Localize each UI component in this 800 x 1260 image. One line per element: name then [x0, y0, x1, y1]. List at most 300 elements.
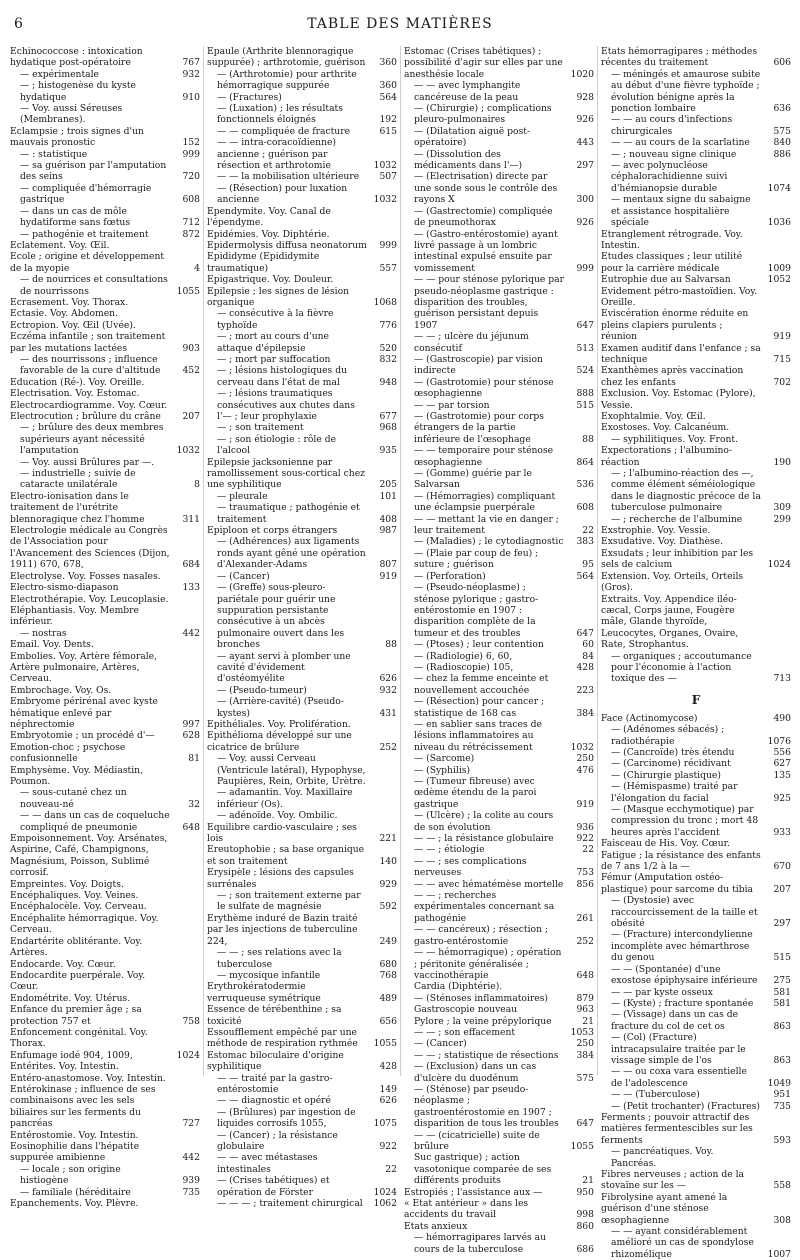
- index-entry: [207, 46, 397, 69]
- index-entry: [10, 149, 200, 160]
- index-entry: [10, 890, 200, 901]
- index-entry: [404, 856, 594, 879]
- entry-page: 832: [379, 353, 397, 365]
- index-entry: [404, 1027, 594, 1038]
- entry-text: Pylore ; la veine prépylorique: [414, 1015, 552, 1027]
- entry-page: 300: [576, 194, 594, 206]
- index-entry: [10, 879, 200, 890]
- entry-text: Epilepsie jacksonienne par ramollissement sous-cortical chez une syphilitique: [207, 456, 365, 491]
- entry-page: 627: [773, 758, 791, 770]
- entry-text: Erythème induré de Bazin traité par les injections de tuberculine 224,: [207, 912, 358, 947]
- index-entry: [207, 491, 397, 502]
- entry-text: — — ; la résistance globulaire: [414, 833, 554, 845]
- entry-page: 776: [379, 319, 397, 331]
- entry-text: — ; son traitement externe par le sulfate de magnésie: [217, 890, 361, 913]
- entry-page: 152: [182, 137, 200, 149]
- entry-page: 384: [576, 707, 594, 719]
- index-entry: [10, 628, 200, 639]
- entry-page: 863: [773, 1054, 791, 1066]
- index-entry: [207, 206, 397, 229]
- index-column-2: [207, 46, 401, 1210]
- entry-page: 864: [576, 456, 594, 468]
- entry-text: — adamantin. Voy. Maxillaire inférieur (Os).: [217, 787, 353, 810]
- entry-page: 252: [379, 741, 397, 753]
- entry-text: Etudes classiques ; leur utilité pour la carrière médicale: [601, 251, 743, 274]
- entry-page: 22: [582, 844, 594, 856]
- entry-text: Electrologie médicale au Congrès de l'Association pour l'Avancement des Sciences (Dijon, 1911) 670, 678,: [10, 525, 170, 571]
- index-entry: [207, 536, 397, 570]
- entry-text: — (Carcinome) récidivant: [611, 758, 731, 770]
- index-entry: [404, 536, 594, 547]
- entry-text: — ; histogenèse du kyste hydatique: [20, 80, 136, 103]
- entry-text: — (Pseudo-néoplasme) ; sténose pylorique ; gastro-entérostomie en 1907 : disparition complète de la tumeur et des troubles: [414, 582, 539, 639]
- entry-page: 636: [773, 103, 791, 115]
- entry-page: 524: [576, 365, 594, 377]
- entry-text: Eviscération énorme réduite en pleins clapiers purulents ; réunion: [601, 308, 749, 343]
- entry-page: 88: [582, 433, 594, 445]
- entry-text: Education (Ré-). Voy. Oreille.: [10, 376, 145, 388]
- index-entry: [404, 1221, 594, 1232]
- index-entry: [601, 229, 791, 252]
- entry-page: 592: [379, 901, 397, 913]
- index-entry: [10, 468, 200, 491]
- entry-text: — ; lésions traumatiques consécutives aux chutes dans l'— ; leur prophylaxie: [217, 388, 355, 422]
- index-entry: [601, 422, 791, 433]
- entry-page: 1009: [767, 262, 791, 274]
- entry-page: 252: [576, 935, 594, 947]
- entry-page: 888: [576, 388, 594, 400]
- entry-text: Exsudative. Voy. Diathèse.: [601, 536, 724, 548]
- entry-page: 581: [773, 997, 791, 1009]
- entry-text: — (Fracture) intercondylienne incomplète avec hémarthrose du genou: [611, 929, 753, 964]
- entry-page: 21: [582, 1015, 594, 1027]
- entry-text: — (Tumeur fibreuse) avec œdème étendu de la paroi gastrique: [414, 776, 537, 810]
- index-entry: [601, 1032, 791, 1066]
- index-entry: [404, 924, 594, 947]
- entry-page: 431: [379, 707, 397, 719]
- entry-text: — ; l'albumino-réaction des —, comme élément séméiologique dans le diagnostic précoce de la tuberculose pulmonaire: [611, 468, 761, 514]
- entry-text: — mycosique infantile: [217, 969, 321, 981]
- index-entry: [404, 696, 594, 719]
- index-entry: [10, 103, 200, 126]
- entry-text: Epithélioma développé sur une cicatrice de brûlure: [207, 730, 352, 753]
- entry-text: — (Cancer): [414, 1038, 467, 1050]
- entry-text: — — ; ses complications nerveuses: [414, 855, 527, 879]
- entry-text: Fibrolysine ayant amené la guérison d'une sténose œsophagienne: [601, 1191, 728, 1226]
- entry-page: 903: [182, 342, 200, 354]
- entry-page: 360: [379, 80, 397, 92]
- entry-text: — organiques ; accoutumance pour l'économie à l'action toxique des —: [611, 650, 752, 685]
- entry-text: Erythrokératodermie verruqueuse symétrique: [207, 981, 321, 1004]
- entry-text: — syphilitiques. Voy. Front.: [611, 433, 739, 445]
- entry-page: 715: [773, 353, 791, 365]
- entry-text: — — cancéreux) ; résection ; gastro-entérostomie: [414, 924, 549, 947]
- entry-text: Suc gastrique) ; action vasotonique comparée de ses différents produits: [414, 1152, 552, 1187]
- entry-page: 1007: [767, 1248, 791, 1260]
- entry-page: 933: [773, 826, 791, 838]
- index-entry: [601, 411, 791, 422]
- entry-text: Extraits. Voy. Appendice iléo-cæcal, Corps jaune, Fougère mâle, Glande thyroïde, Leucocytes, Organes, Ovaire, Rate, Strophantus.: [601, 593, 739, 651]
- index-entry: [10, 274, 200, 297]
- index-entry: [207, 1004, 397, 1027]
- entry-page: 408: [379, 513, 397, 525]
- index-entry: [601, 1101, 791, 1112]
- index-entry: [404, 993, 594, 1004]
- index-entry: [207, 502, 397, 525]
- index-entry: [207, 308, 397, 331]
- entry-text: — expérimentale: [20, 68, 99, 80]
- entry-text: — — temporaire pour sténose œsophagienne: [414, 445, 554, 468]
- index-entry: [10, 1164, 200, 1187]
- entry-page: 564: [379, 91, 397, 103]
- entry-text: — — ; statistique de résections: [414, 1049, 559, 1061]
- entry-text: — — hémorragique) ; opération ; péritonite généralisée ; vaccinothérapie: [414, 947, 562, 981]
- index-entry: [207, 981, 397, 1004]
- entry-page: 840: [773, 137, 791, 149]
- index-entry: [601, 286, 791, 309]
- index-entry: [601, 274, 791, 285]
- entry-text: Electrocardiogramme. Voy. Cœur.: [10, 399, 168, 411]
- index-entry: [601, 1112, 791, 1146]
- entry-page: 936: [576, 821, 594, 833]
- entry-text: — ayant servi à plomber une cavité d'évidement d'ostéomyélite: [217, 650, 351, 685]
- index-entry: [601, 872, 791, 895]
- entry-page: 308: [773, 1214, 791, 1226]
- index-entry: [10, 787, 200, 810]
- index-entry: [10, 46, 200, 69]
- entry-page: 452: [182, 365, 200, 377]
- index-entry: [10, 206, 200, 229]
- entry-page: 712: [182, 217, 200, 229]
- entry-page: 515: [773, 952, 791, 964]
- entry-text: — chez la femme enceinte et nouvellement accouchée: [414, 673, 549, 696]
- entry-text: — (Arthrotomie) pour arthrite hémorragique suppurée: [217, 68, 357, 92]
- entry-page: 626: [379, 1095, 397, 1107]
- entry-page: 133: [182, 582, 200, 594]
- entry-text: — mentaux signe du sabaigne et assistance hospitalière spéciale: [611, 194, 751, 229]
- index-entry: [207, 274, 397, 285]
- index-entry: [207, 753, 397, 787]
- entry-text: — (Chirurgie plastique): [611, 769, 721, 781]
- entry-page: 807: [379, 559, 397, 571]
- index-entry: [10, 308, 200, 319]
- entry-text: Entéro-anastomose. Voy. Intestin.: [10, 1072, 166, 1084]
- index-entry: [10, 126, 200, 149]
- entry-text: Ferments ; pouvoir attractif des matières fermentescibles sur les ferments: [601, 1111, 753, 1146]
- entry-page: 575: [773, 125, 791, 137]
- index-entry: [601, 724, 791, 747]
- entry-page: 81: [188, 753, 200, 765]
- entry-text: — hémorragipares larvés au cours de la tuberculose: [414, 1232, 547, 1255]
- entry-text: Endartérite oblitérante. Voy. Artères.: [10, 935, 143, 959]
- entry-text: Ecole ; origine et développement de la myopie: [10, 251, 165, 274]
- entry-page: 647: [576, 627, 594, 639]
- index-entry: [404, 719, 594, 753]
- index-entry: [404, 548, 594, 571]
- entry-text: Epididyme (Epididymite traumatique): [207, 251, 320, 274]
- entry-page: 628: [182, 730, 200, 742]
- index-entry: [10, 685, 200, 696]
- entry-text: — pleurale: [217, 490, 268, 502]
- entry-text: — — au cours de la scarlatine: [611, 137, 750, 149]
- entry-page: 557: [379, 262, 397, 274]
- entry-text: Embrochage. Voy. Os.: [10, 684, 112, 696]
- index-entry: [10, 251, 200, 274]
- entry-page: 1032: [570, 741, 594, 753]
- entry-page: 88: [385, 639, 397, 651]
- entry-text: Etats hémorragipares ; méthodes récentes du traitement: [601, 46, 758, 69]
- entry-text: — (Maladies) ; le cytodiagnostic: [414, 536, 564, 548]
- entry-text: — (Dissolution des médicaments dans l'—): [414, 148, 523, 172]
- entry-page: 489: [379, 992, 397, 1004]
- index-entry: [601, 1146, 791, 1169]
- index-entry: [404, 411, 594, 445]
- entry-text: — — par kyste osseux: [611, 986, 713, 998]
- index-entry: [404, 879, 594, 890]
- entry-page: 564: [576, 570, 594, 582]
- index-entry: [404, 171, 594, 205]
- entry-text: Eczéma infantile ; son traitement par les mutations lactées: [10, 331, 166, 354]
- entry-text: Fémur (Amputation ostéo-plastique) pour sarcome du tibia: [601, 872, 754, 895]
- entry-page: 1036: [767, 217, 791, 229]
- index-entry: [10, 901, 200, 912]
- entry-page: 999: [182, 148, 200, 160]
- index-entry: [404, 947, 594, 981]
- index-entry: [207, 240, 397, 251]
- index-entry: [601, 594, 791, 651]
- entry-text: Enfumage iodé 904, 1009,: [10, 1049, 133, 1061]
- entry-text: Electrolyse. Voy. Fosses nasales.: [10, 570, 161, 582]
- entry-text: — Voy. aussi Brûlures par —.: [20, 456, 155, 468]
- entry-text: Ecrasement. Voy. Thorax.: [10, 296, 129, 308]
- entry-page: 221: [379, 833, 397, 845]
- entry-text: — (Résection) pour cancer ; statistique de 168 cas: [414, 696, 545, 719]
- index-entry: [10, 1050, 200, 1061]
- index-entry: [404, 1198, 594, 1221]
- index-entry: [207, 1152, 397, 1175]
- entry-text: Electrisation. Voy. Estomac.: [10, 388, 140, 400]
- index-entry: [207, 171, 397, 182]
- index-entry: [10, 1187, 200, 1198]
- index-entry: [10, 833, 200, 879]
- entry-page: 442: [182, 1152, 200, 1164]
- index-entry: [207, 1027, 397, 1050]
- entry-text: — consécutive à la fièvre typhoïde: [217, 308, 334, 331]
- entry-text: — (Ptoses) ; leur contention: [414, 639, 544, 651]
- entry-text: — (Gastrotomie) pour corps étrangers de la partie inférieure de l'œsophage: [414, 411, 544, 445]
- entry-page: 476: [576, 764, 594, 776]
- entry-page: 135: [773, 769, 791, 781]
- entry-text: — (Kyste) ; fracture spontanée: [611, 997, 754, 1009]
- entry-page: 919: [379, 570, 397, 582]
- entry-page: 443: [576, 137, 594, 149]
- index-entry: [10, 993, 200, 1004]
- index-entry: [207, 331, 397, 354]
- index-entry: [404, 468, 594, 491]
- index-entry: [207, 92, 397, 103]
- entry-page: 1055: [373, 1038, 397, 1050]
- entry-text: — dans un cas de môle hydatiforme sans fœtus: [20, 205, 131, 229]
- section-letter: F: [691, 692, 701, 707]
- entry-text: — (Sarcome): [414, 753, 475, 765]
- index-entry: [10, 183, 200, 206]
- entry-page: 490: [773, 712, 791, 724]
- index-entry: [207, 651, 397, 685]
- entry-page: 767: [182, 57, 200, 69]
- entry-text: Empreintes. Voy. Doigts.: [10, 878, 124, 890]
- entry-text: Electrocution ; brûlure du crâne: [10, 411, 161, 422]
- index-entry: [404, 765, 594, 776]
- entry-page: 1055: [176, 285, 200, 297]
- entry-text: — avec polynucléose céphalorachidienne suivi d'hémianopsie durable: [611, 160, 728, 194]
- index-entry: [207, 251, 397, 274]
- page-number: 6: [14, 16, 23, 32]
- entry-page: 928: [576, 91, 594, 103]
- index-entry: [601, 770, 791, 781]
- entry-text: — — ayant considérablement amélioré un cas de spondylose rhizomélique: [611, 1226, 754, 1260]
- entry-page: 727: [182, 1118, 200, 1130]
- index-entry: [601, 838, 791, 849]
- entry-page: 1068: [373, 296, 397, 308]
- index-entry: [10, 320, 200, 331]
- entry-text: — — au cours d'infections chirurgicales: [611, 114, 733, 137]
- entry-text: Endocardite puerpérale. Voy. Cœur.: [10, 969, 146, 993]
- entry-text: — familiale (héréditaire: [20, 1186, 131, 1198]
- index-entry: [10, 1027, 200, 1050]
- entry-text: — — ou coxa vara essentielle de l'adolescence: [611, 1066, 747, 1089]
- entry-text: Entérostomie. Voy. Intestin.: [10, 1129, 139, 1141]
- entry-text: Exsudats ; leur inhibition par les sels de calcium: [601, 547, 754, 571]
- entry-text: — — traité par la gastro-entérostomie: [217, 1072, 333, 1095]
- entry-page: 615: [379, 125, 397, 137]
- entry-page: 1032: [373, 160, 397, 172]
- index-entry: [207, 1175, 397, 1198]
- entry-page: 608: [576, 502, 594, 514]
- index-entry: [207, 525, 397, 536]
- entry-page: 951: [773, 1089, 791, 1101]
- index-entry: [404, 400, 594, 411]
- entry-page: 556: [773, 746, 791, 758]
- entry-page: 680: [379, 958, 397, 970]
- index-entry: [601, 445, 791, 468]
- entry-page: 950: [576, 1186, 594, 1198]
- index-entry: [404, 354, 594, 377]
- entry-text: — — (cicatricielle) suite de brûlure: [414, 1129, 540, 1152]
- index-entry: [10, 970, 200, 993]
- entry-text: Fatigue ; la résistance des enfants de 7 ans 1/2 à la —: [601, 849, 761, 873]
- entry-text: Encéphaliques. Voy. Veines.: [10, 890, 139, 902]
- index-entry: [207, 354, 397, 365]
- entry-page: 656: [379, 1015, 397, 1027]
- entry-text: Encéphalocèle. Voy. Cerveau.: [10, 901, 147, 913]
- index-entry: [207, 696, 397, 719]
- entry-text: Eosinophilie dans l'hépatite suppurée amibienne: [10, 1141, 140, 1164]
- entry-text: — — la mobilisation ultérieure: [217, 171, 360, 183]
- index-entry: [601, 548, 791, 571]
- index-entry: [10, 651, 200, 685]
- index-entry: [404, 514, 594, 537]
- entry-page: 383: [576, 536, 594, 548]
- entry-page: 581: [773, 986, 791, 998]
- entry-text: — (Exclusion) dans un cas d'ulcère du duodénum: [414, 1061, 537, 1084]
- index-entry: [404, 890, 594, 924]
- entry-text: Empoisonnement. Voy. Arsénates, Aspirine, Café, Champignons, Magnésium, Poisson, Sublimé corrosif.: [10, 833, 168, 879]
- index-entry: [10, 1084, 200, 1130]
- entry-text: — (Syphilis): [414, 764, 471, 776]
- entry-text: — (Perforation): [414, 570, 486, 582]
- index-entry: [404, 651, 594, 662]
- entry-text: Eutrophie due au Salvarsan: [601, 274, 731, 286]
- index-entry: [10, 525, 200, 571]
- entry-page: 608: [182, 194, 200, 206]
- entry-page: 922: [576, 833, 594, 845]
- entry-page: 309: [773, 502, 791, 514]
- index-entry: [207, 126, 397, 137]
- entry-page: 647: [576, 319, 594, 331]
- index-entry: [404, 206, 594, 229]
- entry-text: Eclampsie ; trois signes d'un mauvais pronostic: [10, 125, 144, 149]
- index-entry: [207, 867, 397, 890]
- index-entry: [10, 810, 200, 833]
- entry-text: — (Pseudo-tumeur): [217, 684, 307, 696]
- entry-text: — sa guérison par l'amputation des seins: [20, 160, 167, 183]
- index-entry: [10, 696, 200, 730]
- entry-text: — (Electrisation) directe par une sonde sous le contrôle des rayons X: [414, 171, 558, 206]
- entry-page: 95: [582, 559, 594, 571]
- entry-page: 275: [773, 975, 791, 987]
- index-entry: [207, 1050, 397, 1073]
- entry-page: 1074: [767, 182, 791, 194]
- entry-page: 856: [576, 878, 594, 890]
- index-entry: [601, 895, 791, 929]
- index-entry: [601, 1226, 791, 1260]
- index-entry: [404, 103, 594, 126]
- entry-text: Embryotomie ; un procédé d'—: [10, 730, 155, 742]
- entry-page: 677: [379, 411, 397, 422]
- entry-text: — compliquée d'hémorragie gastrique: [20, 182, 152, 206]
- entry-page: 536: [576, 479, 594, 491]
- index-entry: [601, 308, 791, 342]
- entry-text: Embryome périrénal avec kyste hématique enlevé par néphrectomie: [10, 696, 158, 730]
- index-entry: [10, 457, 200, 468]
- entry-page: 713: [773, 673, 791, 685]
- index-entry: [10, 1130, 200, 1141]
- page-header: [0, 0, 800, 40]
- index-columns: [10, 46, 794, 1260]
- entry-page: 879: [576, 992, 594, 1004]
- entry-text: — de nourrices et consultations de nourrissons: [20, 274, 168, 297]
- index-entry: [404, 844, 594, 855]
- index-entry: [404, 1152, 594, 1186]
- entry-page: 647: [576, 1118, 594, 1130]
- entry-text: Essence de térébenthine ; sa toxicité: [207, 1004, 342, 1027]
- index-entry: [404, 753, 594, 764]
- entry-text: — (Radioscopie) 105,: [414, 661, 514, 673]
- entry-text: — adénoïde. Voy. Ombilic.: [217, 810, 338, 822]
- entry-page: 205: [379, 479, 397, 491]
- entry-text: Echinococcose : intoxication hydatique post-opératoire: [10, 46, 143, 69]
- entry-page: 140: [379, 855, 397, 867]
- entry-page: 648: [576, 969, 594, 981]
- index-entry: [10, 160, 200, 183]
- index-entry: [10, 742, 200, 765]
- entry-page: 60: [582, 639, 594, 651]
- entry-page: 939: [182, 1175, 200, 1187]
- index-entry: [207, 69, 397, 92]
- index-entry: [404, 582, 594, 639]
- entry-text: Ectasie. Voy. Abdomen.: [10, 308, 118, 320]
- entry-page: 515: [576, 399, 594, 411]
